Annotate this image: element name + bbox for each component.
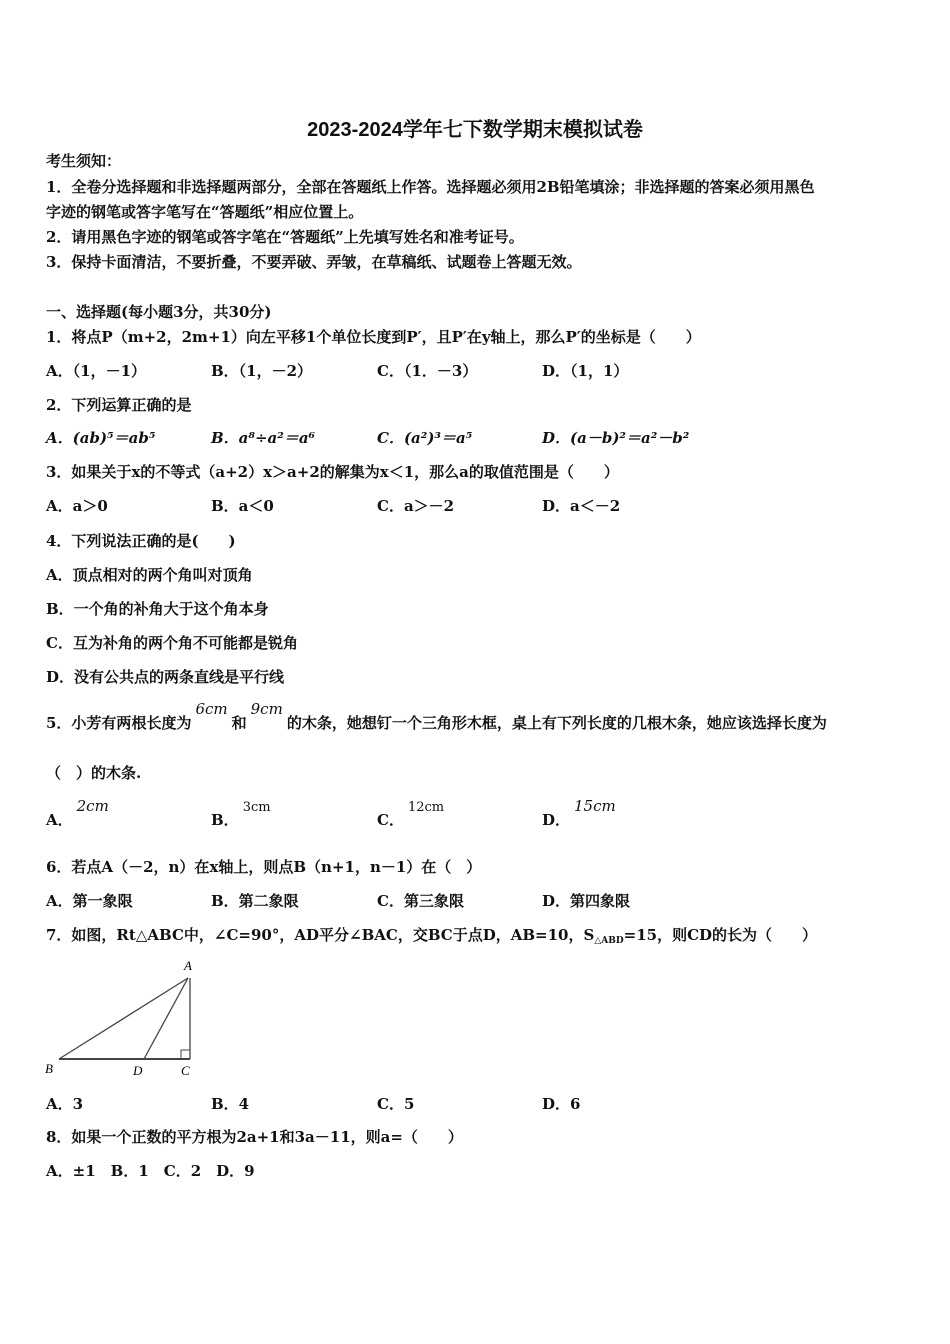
option-b[interactable]: B．一个角的补角大于这个角本身: [46, 600, 269, 618]
option-c[interactable]: C．互为补角的两个角不可能都是锐角: [46, 634, 298, 652]
side-ab: [59, 978, 188, 1059]
option-d[interactable]: [542, 797, 620, 830]
question-stem: 3．如果关于x的不等式（a+2）x＞a+2的解集为x＜1，那么a的取值范围是（ ）: [46, 463, 619, 481]
option-c[interactable]: C．（1．－3）: [377, 362, 478, 380]
question-stem: 4．下列说法正确的是( ): [46, 532, 236, 550]
option-c[interactable]: C．第三象限: [377, 892, 464, 910]
length-9cm: 9cm: [250, 700, 283, 718]
notice-item: 3．保持卡面清洁，不要折叠，不要弄破、弄皱，在草稿纸、试题卷上答题无效。: [46, 253, 582, 271]
option-b[interactable]: [211, 800, 275, 832]
stem-text: 和: [231, 714, 247, 732]
notice-item: 字迹的钢笔或答字笔写在“答题纸”相应位置上。: [46, 203, 364, 221]
option-d[interactable]: D．没有公共点的两条直线是平行线: [46, 668, 285, 686]
stem-text: =15，则CD的长为（ ）: [623, 926, 818, 944]
label-b: B: [45, 1061, 53, 1076]
segment-ad: [144, 978, 188, 1059]
question-stem: 2．下列运算正确的是: [46, 396, 192, 414]
option-b[interactable]: B．4: [211, 1095, 250, 1113]
option-label: C．: [377, 811, 404, 829]
right-angle-mark: [181, 1050, 190, 1059]
stem-text: 5．小芳有两根长度为: [46, 714, 192, 732]
option-d[interactable]: D．第四象限: [542, 892, 631, 910]
option-a[interactable]: A．（1，－1）: [46, 362, 147, 380]
option-value: 12cm: [407, 800, 445, 815]
stem-text: 7．如图，Rt△ABC中，∠C=90°，AD平分∠BAC，交BC于点D，AB=10，S: [46, 926, 595, 944]
label-a: A: [184, 958, 192, 973]
section-heading: 一、选择题(每小题3分，共30分): [46, 303, 272, 321]
option-value: 15cm: [574, 797, 616, 815]
option-label: D．: [542, 811, 571, 829]
notice-heading: 考生须知：: [46, 152, 122, 170]
subscript: △ABD: [594, 936, 624, 946]
option-a[interactable]: A．a＞0: [46, 497, 108, 515]
option-a[interactable]: A．顶点相对的两个角叫对顶角: [46, 566, 253, 584]
question-stem: [46, 925, 817, 951]
option-b[interactable]: B．a⁸÷a²＝a⁶: [211, 429, 316, 447]
option-value: 2cm: [76, 797, 109, 815]
option-a[interactable]: A．(ab)⁵＝ab⁵: [46, 429, 156, 447]
option-a[interactable]: A．3: [46, 1095, 84, 1113]
stem-text: 的木条，她想钉一个三角形木框，桌上有下列长度的几根木条，她应该选择长度为: [286, 714, 827, 732]
option-d[interactable]: D．（1，1）: [542, 362, 629, 380]
option-b[interactable]: B．a＜0: [211, 497, 274, 515]
question-stem-line2: （ ）的木条.: [46, 764, 142, 782]
option-c[interactable]: C．5: [377, 1095, 415, 1113]
option-a[interactable]: A．第一象限: [46, 892, 133, 910]
option-c[interactable]: [377, 800, 448, 832]
page-title: 2023-2024学年七下数学期末模拟试卷: [307, 119, 643, 141]
option-c[interactable]: C．(a²)³＝a⁵: [377, 429, 473, 447]
option-d[interactable]: D．(a－b)²＝a²－b²: [542, 429, 690, 447]
option-d[interactable]: D．a＜－2: [542, 497, 621, 515]
option-c[interactable]: C．a＞－2: [377, 497, 455, 515]
option-label: A．: [46, 811, 73, 829]
length-6cm: 6cm: [195, 700, 228, 718]
options-inline[interactable]: A．±1 B．1 C．2 D．9: [46, 1162, 255, 1180]
notice-item: 1．全卷分选择题和非选择题两部分，全部在答题纸上作答。选择题必须用2B铅笔填涂；非选择题的答案必须用黑色: [46, 178, 815, 196]
option-b[interactable]: B．（1，－2）: [211, 362, 313, 380]
option-label: B．: [211, 811, 239, 829]
option-b[interactable]: B．第二象限: [211, 892, 299, 910]
option-a[interactable]: [46, 797, 113, 830]
question-stem: [46, 700, 827, 733]
question-stem: 8．如果一个正数的平方根为2a+1和3a－11，则a=（ ）: [46, 1128, 463, 1146]
label-d: D: [133, 1063, 143, 1078]
label-c: C: [181, 1063, 190, 1078]
question-stem: 1．将点P（m+2，2m+1）向左平移1个单位长度到P′，且P′在y轴上，那么P′的坐标是（ ）: [46, 328, 701, 346]
question-stem: 6．若点A（－2，n）在x轴上，则点B（n+1，n－1）在（ ）: [46, 858, 482, 876]
notice-item: 2．请用黑色字迹的钢笔或答字笔在“答题纸”上先填写姓名和准考证号。: [46, 228, 524, 246]
option-value: 3cm: [242, 800, 271, 815]
option-d[interactable]: D．6: [542, 1095, 581, 1113]
triangle-figure: [40, 955, 210, 1085]
